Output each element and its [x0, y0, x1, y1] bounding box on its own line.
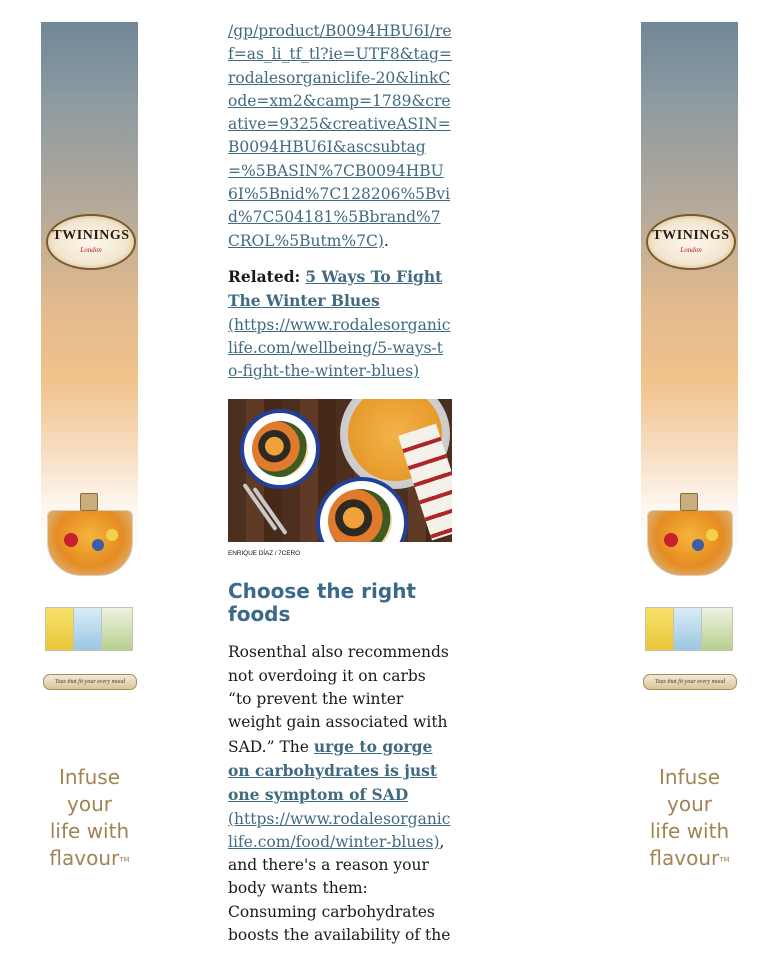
brand-sub: London — [680, 246, 702, 254]
sad-symptom-url[interactable]: (https://www.rodalesorganiclife.com/food/winter-blues) — [228, 809, 451, 851]
section-heading: Choose the right foods — [228, 579, 416, 627]
article-photo — [228, 399, 452, 542]
brand-name: TWININGS — [652, 228, 730, 243]
tea-cup-image — [47, 510, 133, 576]
tea-cup-image — [647, 510, 733, 576]
right-ad-banner[interactable] — [641, 22, 738, 712]
tea-tag — [80, 493, 98, 511]
related-article-url[interactable]: (https://www.rodalesorganiclife.com/wellbeing/5-ways-to-fight-the-winter-blues) — [228, 315, 451, 381]
sad-symptom-link[interactable]: urge to gorge on carbohydrates is just one symptom of SAD — [228, 736, 438, 805]
ad-ribbon: Teas that fit your every mood — [43, 674, 137, 690]
brand-name: TWININGS — [52, 228, 130, 243]
tea-boxes-image — [45, 607, 133, 649]
twinings-logo — [646, 214, 736, 270]
twinings-logo — [46, 214, 136, 270]
left-ad-banner[interactable] — [41, 22, 138, 712]
left-ad-tagline[interactable]: Infuse your life with flavour™ — [49, 765, 130, 870]
related-label: Related: — [228, 266, 301, 286]
body-paragraph: Rosenthal also recommends not overdoing it on carbs “to prevent the winter weight gain associated with SAD.” The urge to gorge on carbohydrates is just one symptom of SAD (https://www.rodalesorganiclife.com/food/winter-blues), and there's a reason your body wants them: Consuming carbohydrates boosts the availability of the — [228, 643, 451, 945]
amazon-product-link[interactable]: /gp/product/B0094HBU6I/ref=as_li_tf_tl?ie=UTF8&tag=rodalesorganiclife-20&linkCode=xm2&camp=1789&creative=9325&creativeASIN=B0094HBU6I&ascsubtag=%5BASIN%7CB0094HBU6I%5Bnid%7C128206%5Bvid%7C504181%5Bbrand%7CROL%5Butm%7C) — [228, 22, 452, 250]
tea-boxes-image — [645, 607, 733, 649]
ad-ribbon: Teas that fit your every mood — [643, 674, 737, 690]
brand-sub: London — [80, 246, 102, 254]
related-article-link[interactable]: 5 Ways To Fight The Winter Blues — [228, 266, 443, 311]
tea-tag — [680, 493, 698, 511]
photo-credit: ENRIQUE DÍAZ / 7CERO — [228, 550, 301, 558]
right-ad-tagline[interactable]: Infuse your life with flavour™ — [649, 765, 730, 870]
amazon-url-paragraph: /gp/product/B0094HBU6I/ref=as_li_tf_tl?ie=UTF8&tag=rodalesorganiclife-20&linkCode=xm2&camp=1789&creative=9325&creativeASIN=B0094HBU6I&ascsubtag=%5BASIN%7CB0094HBU6I%5Bnid%7C128206%5Bvid%7C504181%5Bbrand%7CROL%5Butm%7C). — [228, 22, 452, 250]
article-column — [228, 20, 452, 947]
related-paragraph — [228, 265, 452, 383]
